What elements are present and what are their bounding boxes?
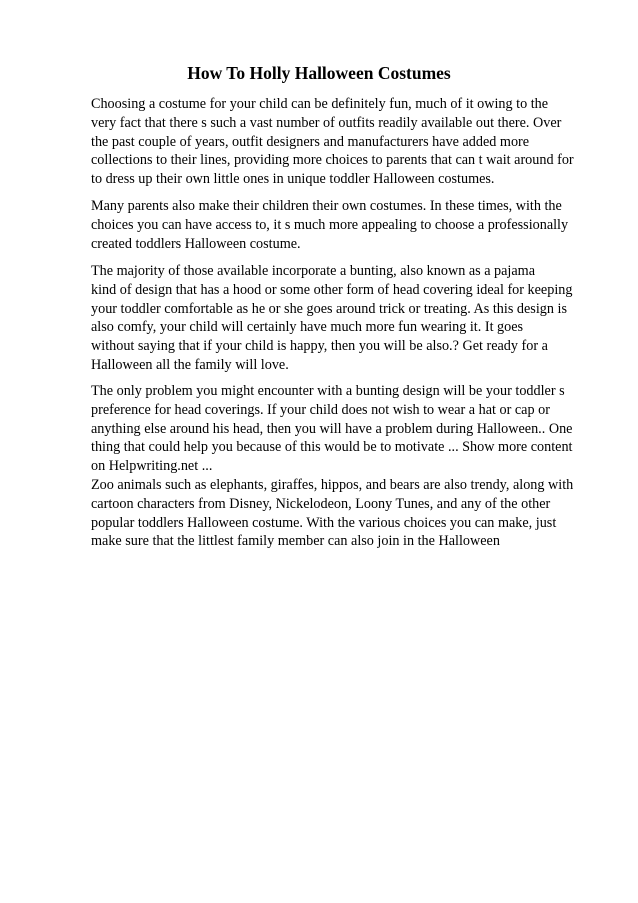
paragraph-1 xyxy=(91,95,574,189)
paragraph-line: make sure that the littlest family member can also join in the Halloween xyxy=(91,533,500,550)
paragraph-4 xyxy=(91,382,573,551)
paragraph-line: Many parents also make their children their own costumes. In these times, with the xyxy=(91,198,562,214)
paragraph-line: popular toddlers Halloween costume. With the various choices you can make, just xyxy=(91,514,557,531)
paragraph-line: to dress up their own little ones in unique toddler Halloween costumes. xyxy=(91,171,495,188)
paragraph-line: kind of design that has a hood or some other form of head covering ideal for keeping xyxy=(91,281,573,298)
paragraph-line: choices you can have access to, it s much more appealing to choose a professionally xyxy=(91,216,569,233)
paragraph-line: cartoon characters from Disney, Nickelodeon, Loony Tunes, and any of the other xyxy=(91,495,551,512)
paragraph-line: created toddlers Halloween costume. xyxy=(91,235,301,252)
paragraph-line: Choosing a costume for your child can be definitely fun, much of it owing to the xyxy=(91,96,549,112)
document-title: How To Holly Halloween Costumes xyxy=(187,63,451,83)
paragraph-line: collections to their lines, providing more choices to parents that can t wait around for xyxy=(91,152,574,169)
paragraph-line: the past couple of years, outfit designers and manufacturers have added more xyxy=(91,133,530,150)
paragraph-line: your toddler comfortable as he or she goes around trick or treating. As this design is xyxy=(91,300,567,317)
paragraph-line: also comfy, your child will certainly have much more fun wearing it. It goes xyxy=(91,319,524,336)
paragraph-line: without saying that if your child is happy, then you will be also.? Get ready for a xyxy=(91,338,548,355)
paragraph-line: Halloween all the family will love. xyxy=(91,356,289,373)
paragraph-line: on Helpwriting.net ... xyxy=(91,458,213,475)
paragraph-line: Zoo animals such as elephants, giraffes, hippos, and bears are also trendy, along with xyxy=(91,476,574,493)
paragraph-line: The majority of those available incorporate a bunting, also known as a pajama xyxy=(91,263,536,279)
paragraph-2 xyxy=(91,197,568,253)
paragraph-line: The only problem you might encounter with a bunting design will be your toddler s xyxy=(91,383,565,399)
paragraph-line: thing that could help you because of this would be to motivate ... Show more content xyxy=(91,439,573,456)
paragraph-line: preference for head coverings. If your child does not wish to wear a hat or cap or xyxy=(91,401,550,418)
paragraph-line: anything else around his head, then you will have a problem during Halloween.. One xyxy=(91,420,573,437)
paragraph-3 xyxy=(91,262,572,375)
paragraph-line: very fact that there s such a vast number of outfits readily available out there. Over xyxy=(91,114,562,131)
